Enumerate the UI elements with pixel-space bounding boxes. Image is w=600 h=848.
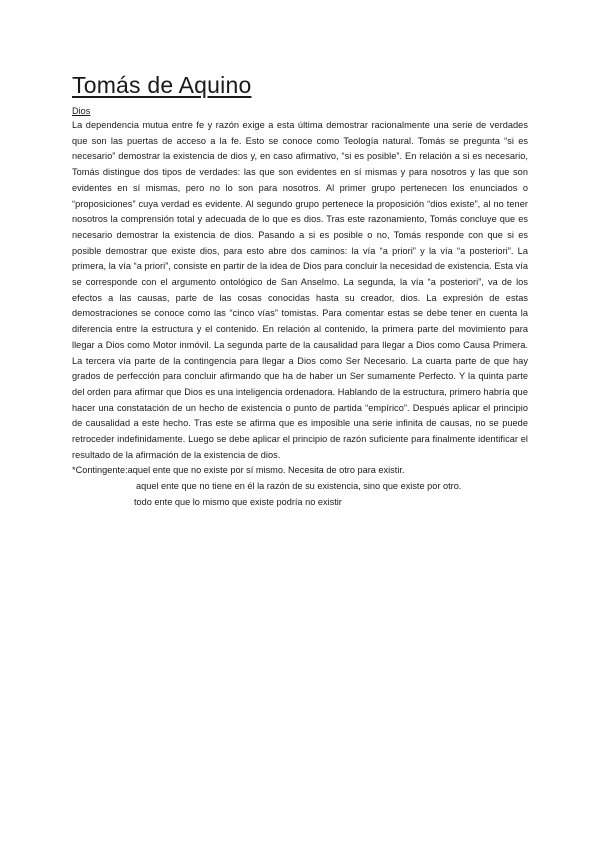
body-paragraph: La dependencia mutua entre fe y razón exige a esta última demostrar racionalmente una serie de verdades que son las puertas de acceso a la fe. Esto se conoce como Teología natural. Tomás se pregunta “si es necesario” demostrar la existencia de dios y, en caso afirmativo, “si es posible”. En relación a si es necesario, Tomás distingue dos tipos de verdades: las que son evidentes en sí mismas y para nosotros y las que son evidentes en sí mismas, pero no lo son para nosotros. Al primer grupo pertenecen los enunciados o “proposiciones” cuya verdad es evidente. Al segundo grupo pertenece la proposición “dios existe”, al no tener nosotros la comprensión total y adecuada de lo que es dios. Tras este razonamiento, Tomás concluye que es necesario demostrar la existencia de dios. Pasando a si es posible o no, Tomás responde con que si es posible demostrar que existe dios, para esto abre dos caminos: la vía “a priori” y la vía “a posteriori”. La primera, la vía “a priori”, consiste en partir de la idea de Dios para concluir la necesidad de existencia. Esta vía se corresponde con el argumento ontológico de San Anselmo. La segunda, la vía “a posteriori”, va de los efectos a las causas, parte de las cosas conocidas hasta su creador, dios. La expresión de estas demostraciones se conoce como las “cinco vías” tomistas. Para comentar estas se debe tener en cuenta la diferencia entre la estructura y el contenido. En relación al contenido, la primera parte del movimiento para llegar a Dios como Motor inmóvil. La segunda parte de la causalidad para llegar a Dios como Causa Primera. La tercera vía parte de la contingencia para llegar a Dios como Ser Necesario. La cuarta parte de que hay grados de perfección para concluir afirmando que ha de haber un Ser sumamente Perfecto. Y la quinta parte del orden para afirmar que Dios es una inteligencia ordenadora. Hablando de la estructura, primero habría que hacer una constatación de un hecho de existencia o punto de partida “empírico”. Después aplicar el principio de causalidad a este hecho. Tras este se afirma que es imposible una serie infinita de causas, no se puede retroceder indefinidamente. Luego se debe aplicar el principio de razón suficiente para finalmente identificar el resultado de la afirmación de la existencia de dios. <box>72 120 528 460</box>
page-title: Tomás de Aquino <box>72 72 252 98</box>
section-heading: Dios <box>72 106 91 116</box>
document-page <box>72 72 528 511</box>
note-line-contingente: *Contingente:aquel ente que no existe por sí mismo. Necesita de otro para existir. <box>72 465 405 476</box>
note-line-definition-2: aquel ente que no tiene en él la razón de su existencia, sino que existe por otro. <box>136 481 462 492</box>
note-line-definition-3: todo ente que lo mismo que existe podría no existir <box>134 496 342 507</box>
